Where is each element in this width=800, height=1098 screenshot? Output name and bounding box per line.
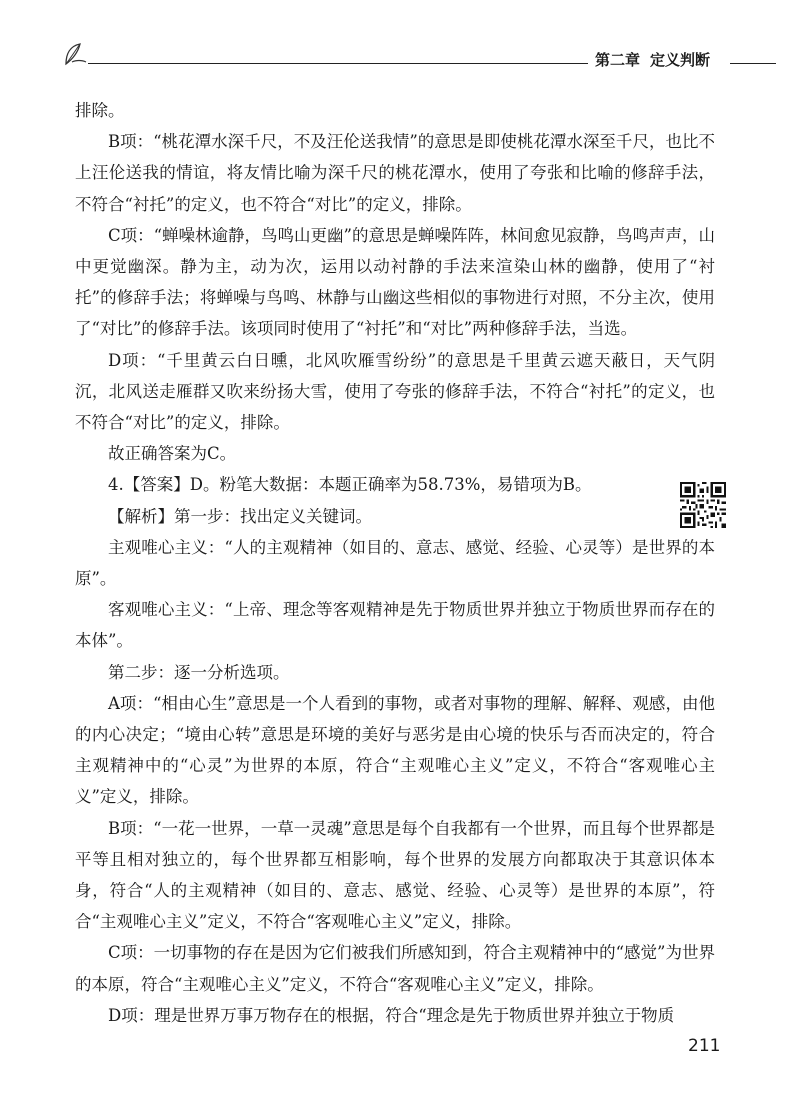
chapter-title [595, 49, 710, 70]
paragraph: 主观唯心主义：“人的主观精神（如目的、意志、感觉、经验、心灵等）是世界的本原”。 [75, 537, 715, 589]
paragraph: 排除。 [75, 101, 125, 120]
page-number: 211 [688, 1036, 721, 1056]
paragraph: 故正确答案为C。 [108, 444, 237, 464]
paragraph: C项：一切事物的存在是因为它们被我们所感知到，符合主观精神中的“感觉”为世界的本原，符合“主观唯心主义”定义，不符合“客观唯心主义”定义，排除。 [75, 943, 715, 994]
qr-code-icon[interactable] [680, 482, 726, 528]
paragraph: C项：“蝉噪林逾静，鸟鸣山更幽”的意思是蝉噪阵阵，林间愈见寂静，鸟鸣声声，山中更觉幽深。静为主，动为次，运用以动衬静的手法来渲染山林的幽静，使用了“衬托”的修辞手法；将蝉噪与鸟鸣、林静与山幽这些相似的事物进行对照，不分主次，使用了“对比”的修辞手法。该项同时使用了“衬托”和“对比”两种修辞手法，当选。 [75, 225, 715, 339]
header-rule-right [730, 63, 776, 64]
paragraph: 【解析】第一步：找出定义关键词。 [108, 506, 372, 526]
paragraph: 第二步：逐一分析选项。 [108, 662, 290, 682]
body-text [75, 95, 715, 1031]
paragraph: B项：“桃花潭水深千尺，不及汪伦送我情”的意思是即使桃花潭水深至千尺，也比不上汪伦送我的情谊，将友情比喻为深千尺的桃花潭水，使用了夸张和比喻的修辞手法，不符合“衬托”的定义，也不符合“对比”的定义，排除。 [75, 132, 715, 214]
paragraph: 4.【答案】D。粉笔大数据：本题正确率为58.73%，易错项为B。 [108, 475, 592, 495]
paragraph: B项：“一花一世界，一草一灵魂”意思是每个自我都有一个世界，而且每个世界都是平等且相对独立的，每个世界都互相影响，每个世界的发展方向都取决于其意识体本身，符合“人的主观精神（如目的、意志、感觉、经验、心灵等）是世界的本原”，符合“主观唯心主义”定义，不符合“客观唯心主义”定义，排除。 [75, 818, 715, 932]
chapter-number: 第二章 [595, 51, 641, 69]
paragraph: 客观唯心主义：“上帝、理念等客观精神是先于物质世界并独立于物质世界而存在的本体”。 [75, 600, 715, 651]
section-title: 定义判断 [650, 51, 711, 69]
paragraph: A项：“相由心生”意思是一个人看到的事物，或者对事物的理解、解释、观感，由他的内心决定；“境由心转”意思是环境的美好与恶劣是由心境的快乐与否而决定的，符合主观精神中的“心灵”为世界的本原，符合“主观唯心主义”定义，不符合“客观唯心主义”定义，排除。 [75, 693, 715, 807]
paragraph: D项：理是世界万事万物存在的根据，符合“理念是先于物质世界并独立于物质 [108, 1005, 675, 1025]
leaf-icon [62, 42, 88, 66]
paragraph: D项：“千里黄云白日曛，北风吹雁雪纷纷”的意思是千里黄云遮天蔽日，天气阴沉，北风送走雁群又吹来纷扬大雪，使用了夸张的修辞手法，不符合“衬托”的定义，也不符合“对比”的定义，排除。 [75, 350, 715, 433]
page-header [0, 0, 800, 80]
header-rule [88, 63, 588, 64]
